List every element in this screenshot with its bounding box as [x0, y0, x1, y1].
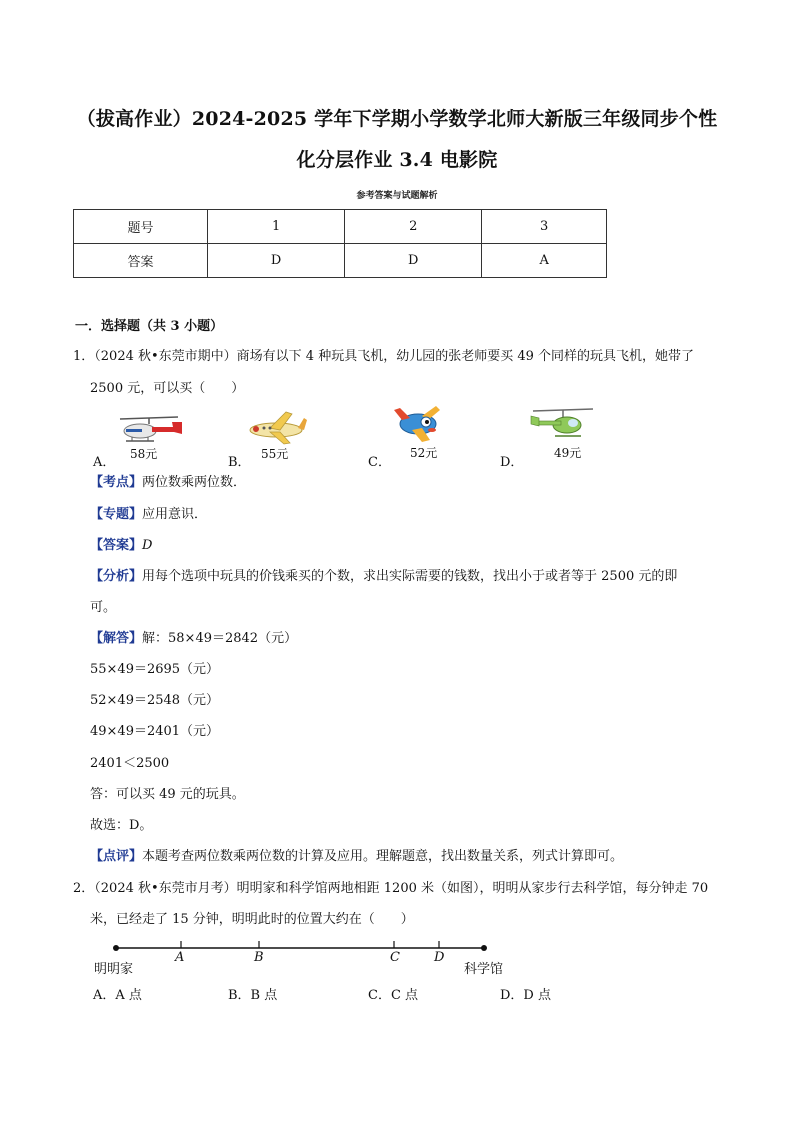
airplane-yellow-icon	[246, 408, 308, 446]
dianping-text: 本题考查两位数乘两位数的计算及应用。理解题意，找出数量关系，列式计算即可。	[142, 849, 624, 864]
start-label: 明明家	[94, 962, 134, 977]
daan-line	[90, 537, 152, 555]
table-cell: 3	[482, 210, 607, 244]
option-b-label: B．	[228, 455, 251, 470]
point-label-b: B	[254, 950, 264, 965]
end-label: 科学馆	[464, 962, 504, 977]
point-label-d: D	[434, 950, 445, 965]
zhuanti-tag: 【专题】	[90, 507, 143, 522]
option-d-label: D．	[500, 455, 524, 470]
price-label: 52元	[410, 446, 438, 460]
daan-text: D	[142, 538, 153, 553]
q2-option-a: A．A 点	[93, 988, 142, 1003]
jieda-tag: 【解答】	[90, 631, 143, 646]
q1-stem-line1: 1．（2024 秋•东莞市期中）商场有以下 4 种玩具飞机，幼儿园的张老师要买 49 个同样的玩具飞机，她带了	[73, 349, 694, 364]
helicopter-green-icon	[527, 406, 597, 442]
price-label: 55元	[261, 447, 289, 461]
price-label: 49元	[554, 446, 582, 460]
airplane-cartoon-icon	[392, 404, 444, 444]
doc-title-line2: 化分层作业 3.4 电影院	[296, 149, 498, 171]
answer-table-row	[74, 244, 607, 278]
fenxi-line1	[90, 568, 677, 586]
calc-line: 答：可以买 49 元的玩具。	[90, 787, 245, 802]
calc-line: 52×49＝2548（元）	[90, 693, 220, 708]
q2-stem-line2: 米，已经走了 15 分钟，明明此时的位置大约在（ ）	[90, 912, 414, 927]
fenxi-tag: 【分析】	[90, 569, 143, 584]
point-label-c: C	[390, 950, 400, 965]
table-cell: D	[208, 244, 345, 278]
price-label: 58元	[130, 447, 158, 461]
zhuanti-text: 应用意识．	[142, 507, 208, 522]
q2-option-d: D．D 点	[500, 988, 551, 1003]
option-a-label: A．	[93, 455, 116, 470]
q2-option-c: C．C 点	[368, 988, 419, 1003]
table-cell: D	[345, 244, 482, 278]
dianping-line	[90, 848, 623, 866]
option-c-label: C．	[368, 455, 391, 470]
table-cell: 1	[208, 210, 345, 244]
jieda-line	[90, 630, 297, 648]
table-cell: A	[482, 244, 607, 278]
guxuan-line: 故选：D。	[90, 818, 153, 833]
q2-option-b: B．B 点	[228, 988, 278, 1003]
table-cell: 答案	[74, 244, 208, 278]
answer-table-header-row	[74, 210, 607, 244]
dianping-tag: 【点评】	[90, 849, 143, 864]
calc-line: 55×49＝2695（元）	[90, 662, 220, 677]
table-cell: 题号	[74, 210, 208, 244]
q2-stem-line1: 2．（2024 秋•东莞市月考）明明家和科学馆两地相距 1200 米（如图），明明从家步行去科学馆，每分钟走 70	[73, 881, 709, 896]
calc-line: 2401＜2500	[90, 756, 170, 771]
kaodian-text: 两位数乘两位数．	[142, 475, 247, 490]
kaodian-line	[90, 474, 246, 492]
doc-title-line1: （拔高作业）2024-2025 学年下学期小学数学北师大新版三年级同步个性	[76, 108, 718, 130]
doc-subtitle: 参考答案与试题解析	[356, 191, 438, 201]
section-heading: 一．选择题（共 3 小题）	[75, 319, 224, 334]
fenxi-line2: 可。	[90, 600, 117, 615]
jieda-text: 解：58×49＝2842（元）	[142, 631, 298, 646]
q1-stem-line2: 2500 元，可以买（ ）	[90, 381, 245, 396]
end-point	[481, 945, 487, 951]
kaodian-tag: 【考点】	[90, 475, 143, 490]
calc-line: 49×49＝2401（元）	[90, 724, 220, 739]
daan-tag: 【答案】	[90, 538, 143, 553]
fenxi-text: 用每个选项中玩具的价钱乘买的个数，求出实际需要的钱数，找出小于或者等于 2500 元的即	[142, 569, 678, 584]
helicopter-red-icon	[116, 414, 186, 446]
point-label-a: A	[175, 950, 185, 965]
table-cell: 2	[345, 210, 482, 244]
answer-table	[73, 209, 607, 278]
zhuanti-line	[90, 506, 207, 524]
start-point	[113, 945, 119, 951]
